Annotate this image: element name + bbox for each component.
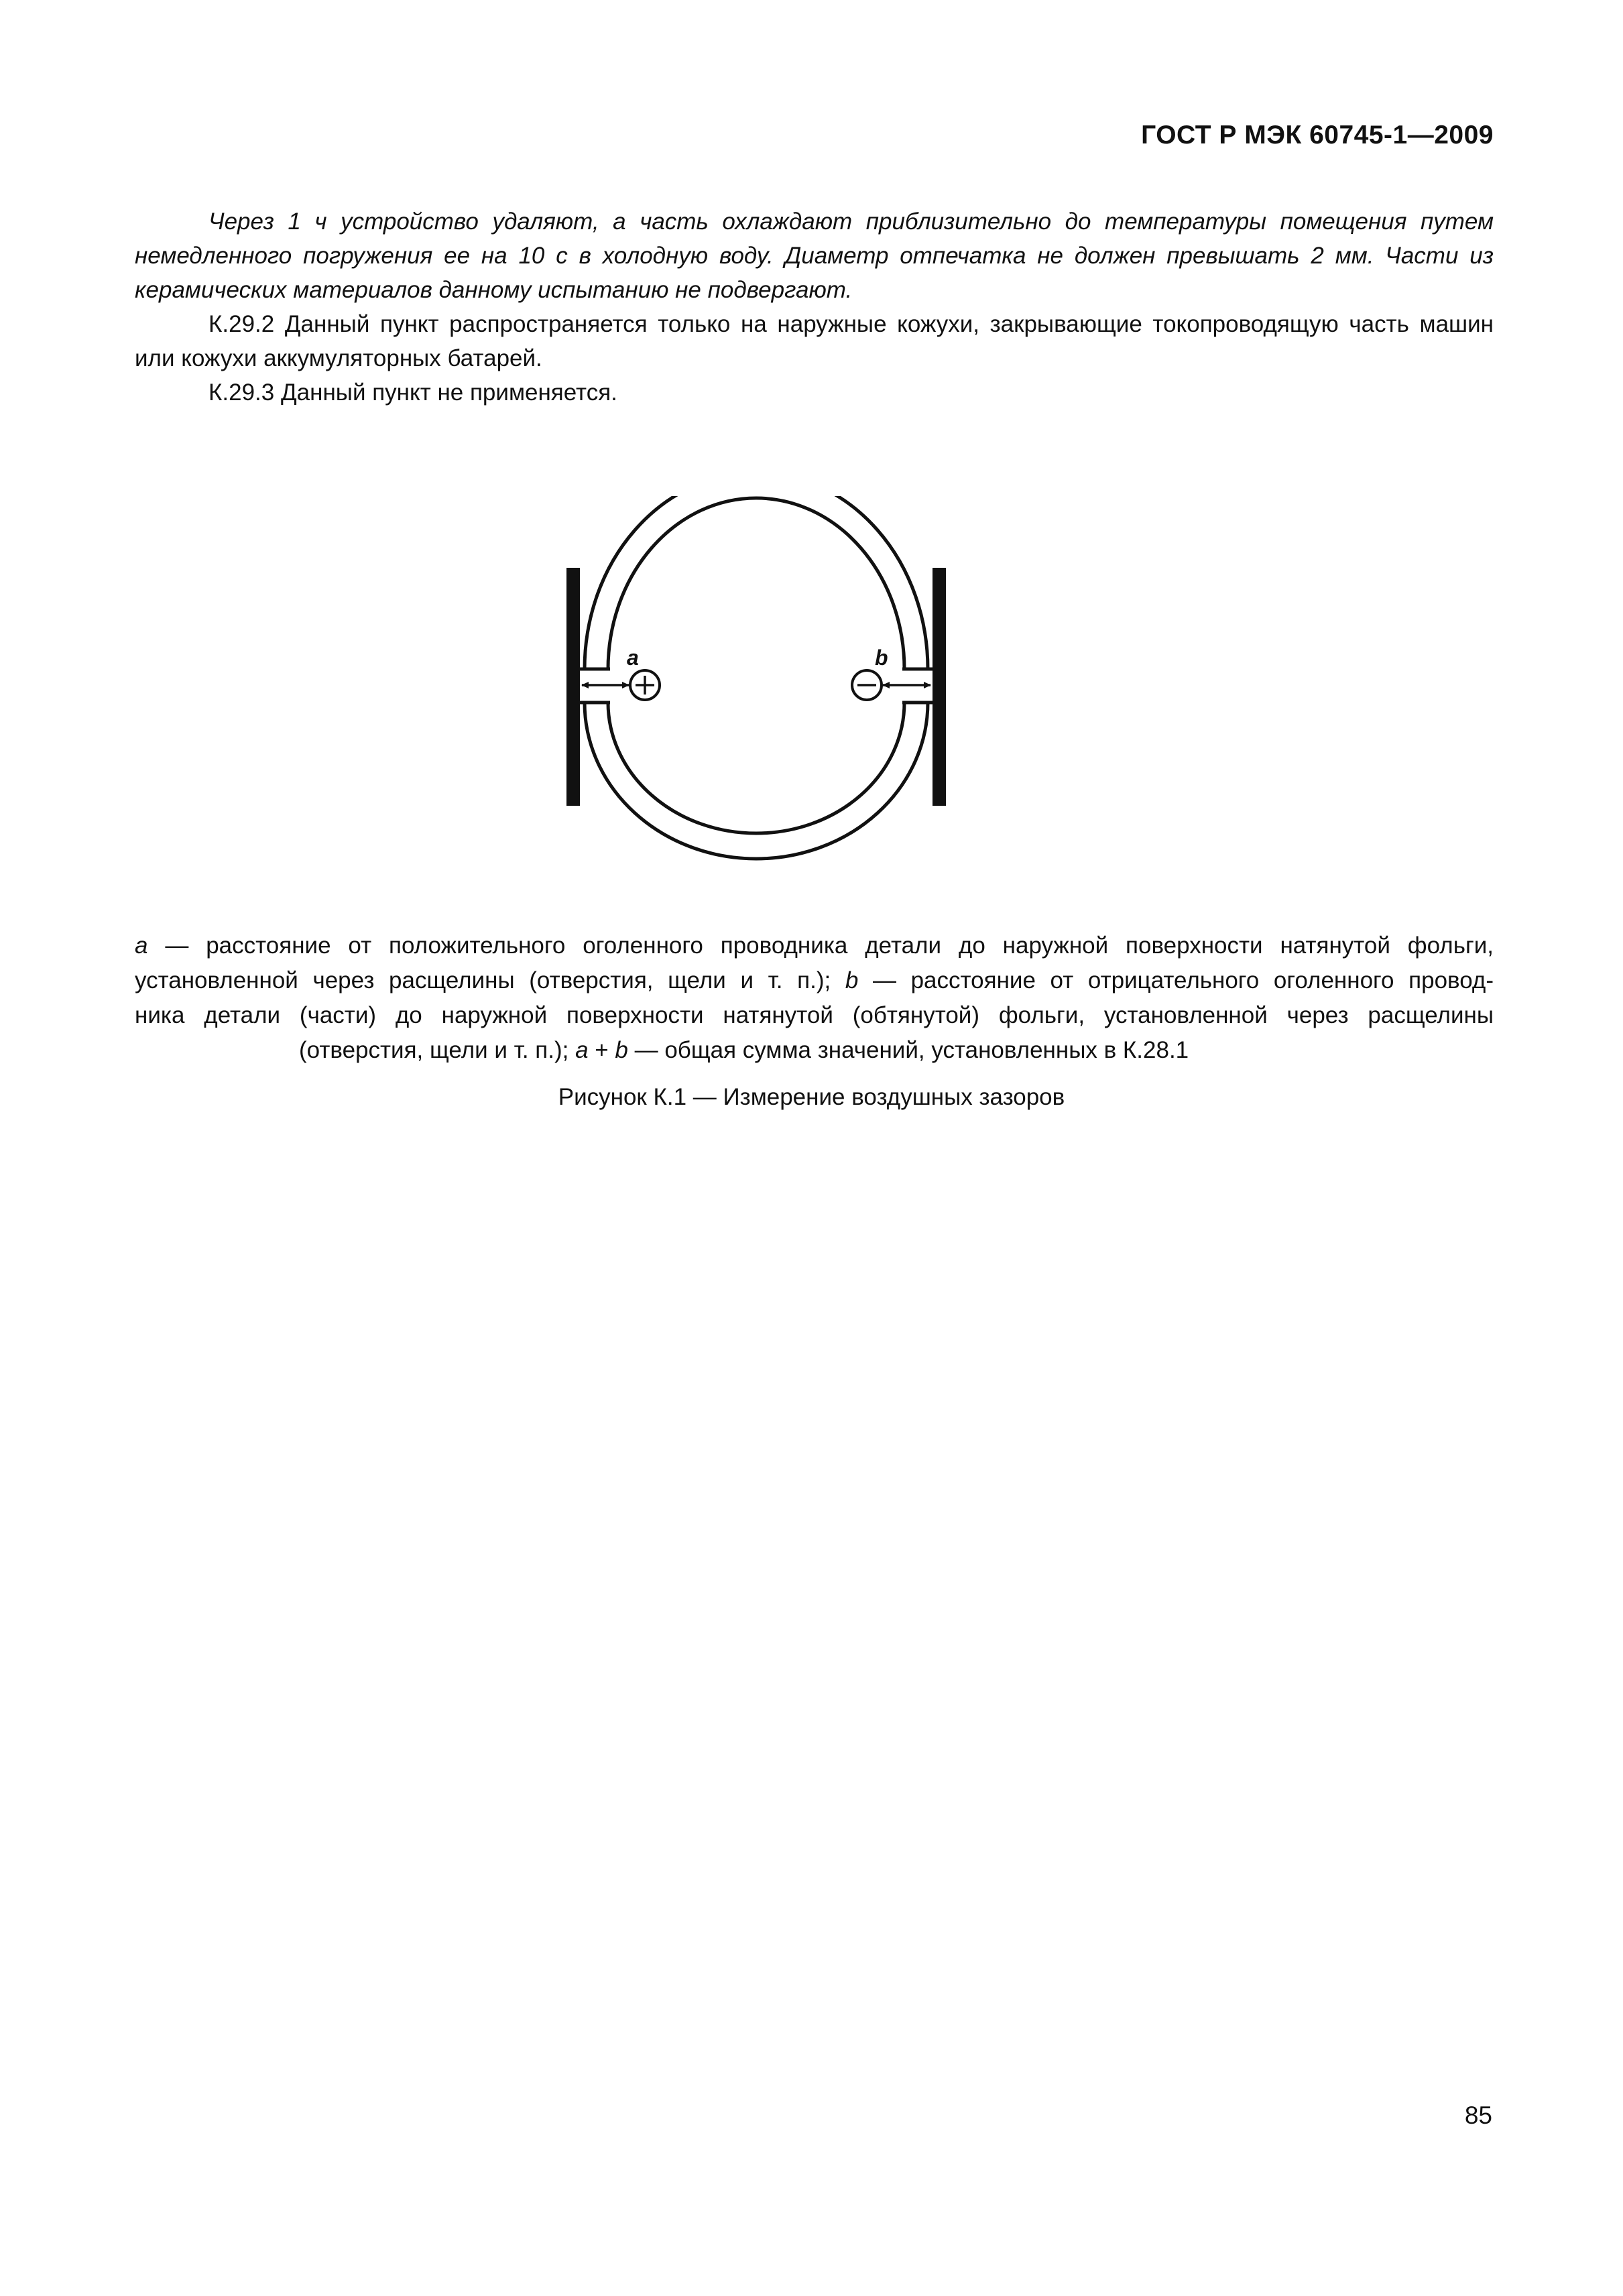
body-text bbox=[135, 204, 1494, 410]
positive-conductor-icon bbox=[630, 670, 660, 700]
housing-inner-wall bbox=[608, 498, 904, 833]
paragraph-k29-2: К.29.2 Данный пункт распространяется только на наружные кожухи, закрывающие токопроводящую часть машин или кожухи аккумуляторных батарей. bbox=[135, 311, 1494, 371]
legend-line-2: установленной через расщелины (отверстия, щели и т. п.); b — расстояние от отрицательного оголенного провод- bbox=[135, 967, 1494, 993]
figure-k1-diagram bbox=[556, 496, 959, 898]
negative-conductor-icon bbox=[852, 670, 882, 700]
right-foil-plate bbox=[933, 568, 946, 806]
legend-line-1: a — расстояние от положительного оголенного проводника детали до наружной поверхности натянутой фольги, bbox=[135, 932, 1494, 959]
legend-line-3: ника детали (части) до наружной поверхности натянутой (обтянутой) фольги, установленной через расщелины bbox=[135, 1002, 1494, 1028]
left-foil-plate bbox=[566, 568, 580, 806]
figure-legend bbox=[135, 928, 1494, 1068]
label-a: a bbox=[627, 646, 639, 670]
page-number: 85 bbox=[1464, 2102, 1492, 2129]
label-b: b bbox=[875, 646, 888, 670]
paragraph-k29-3: К.29.3 Данный пункт не применяется. bbox=[208, 379, 617, 406]
legend-line-4: (отверстия, щели и т. п.); a + b — общая сумма значений, установленных в К.28.1 bbox=[299, 1037, 1189, 1063]
paragraph-cooling: Через 1 ч устройство удаляют, а часть охлаждают приблизительно до температуры помещения путем немедленного погружения ее на 10 с в холодную воду. Диаметр отпечатка не должен превышать 2 мм. Части из керамических материалов данному испытанию не подвергают. bbox=[135, 208, 1494, 303]
figure-caption: Рисунок К.1 — Измерение воздушных зазоров bbox=[558, 1084, 1065, 1110]
document-header: ГОСТ Р МЭК 60745-1—2009 bbox=[1141, 121, 1494, 149]
